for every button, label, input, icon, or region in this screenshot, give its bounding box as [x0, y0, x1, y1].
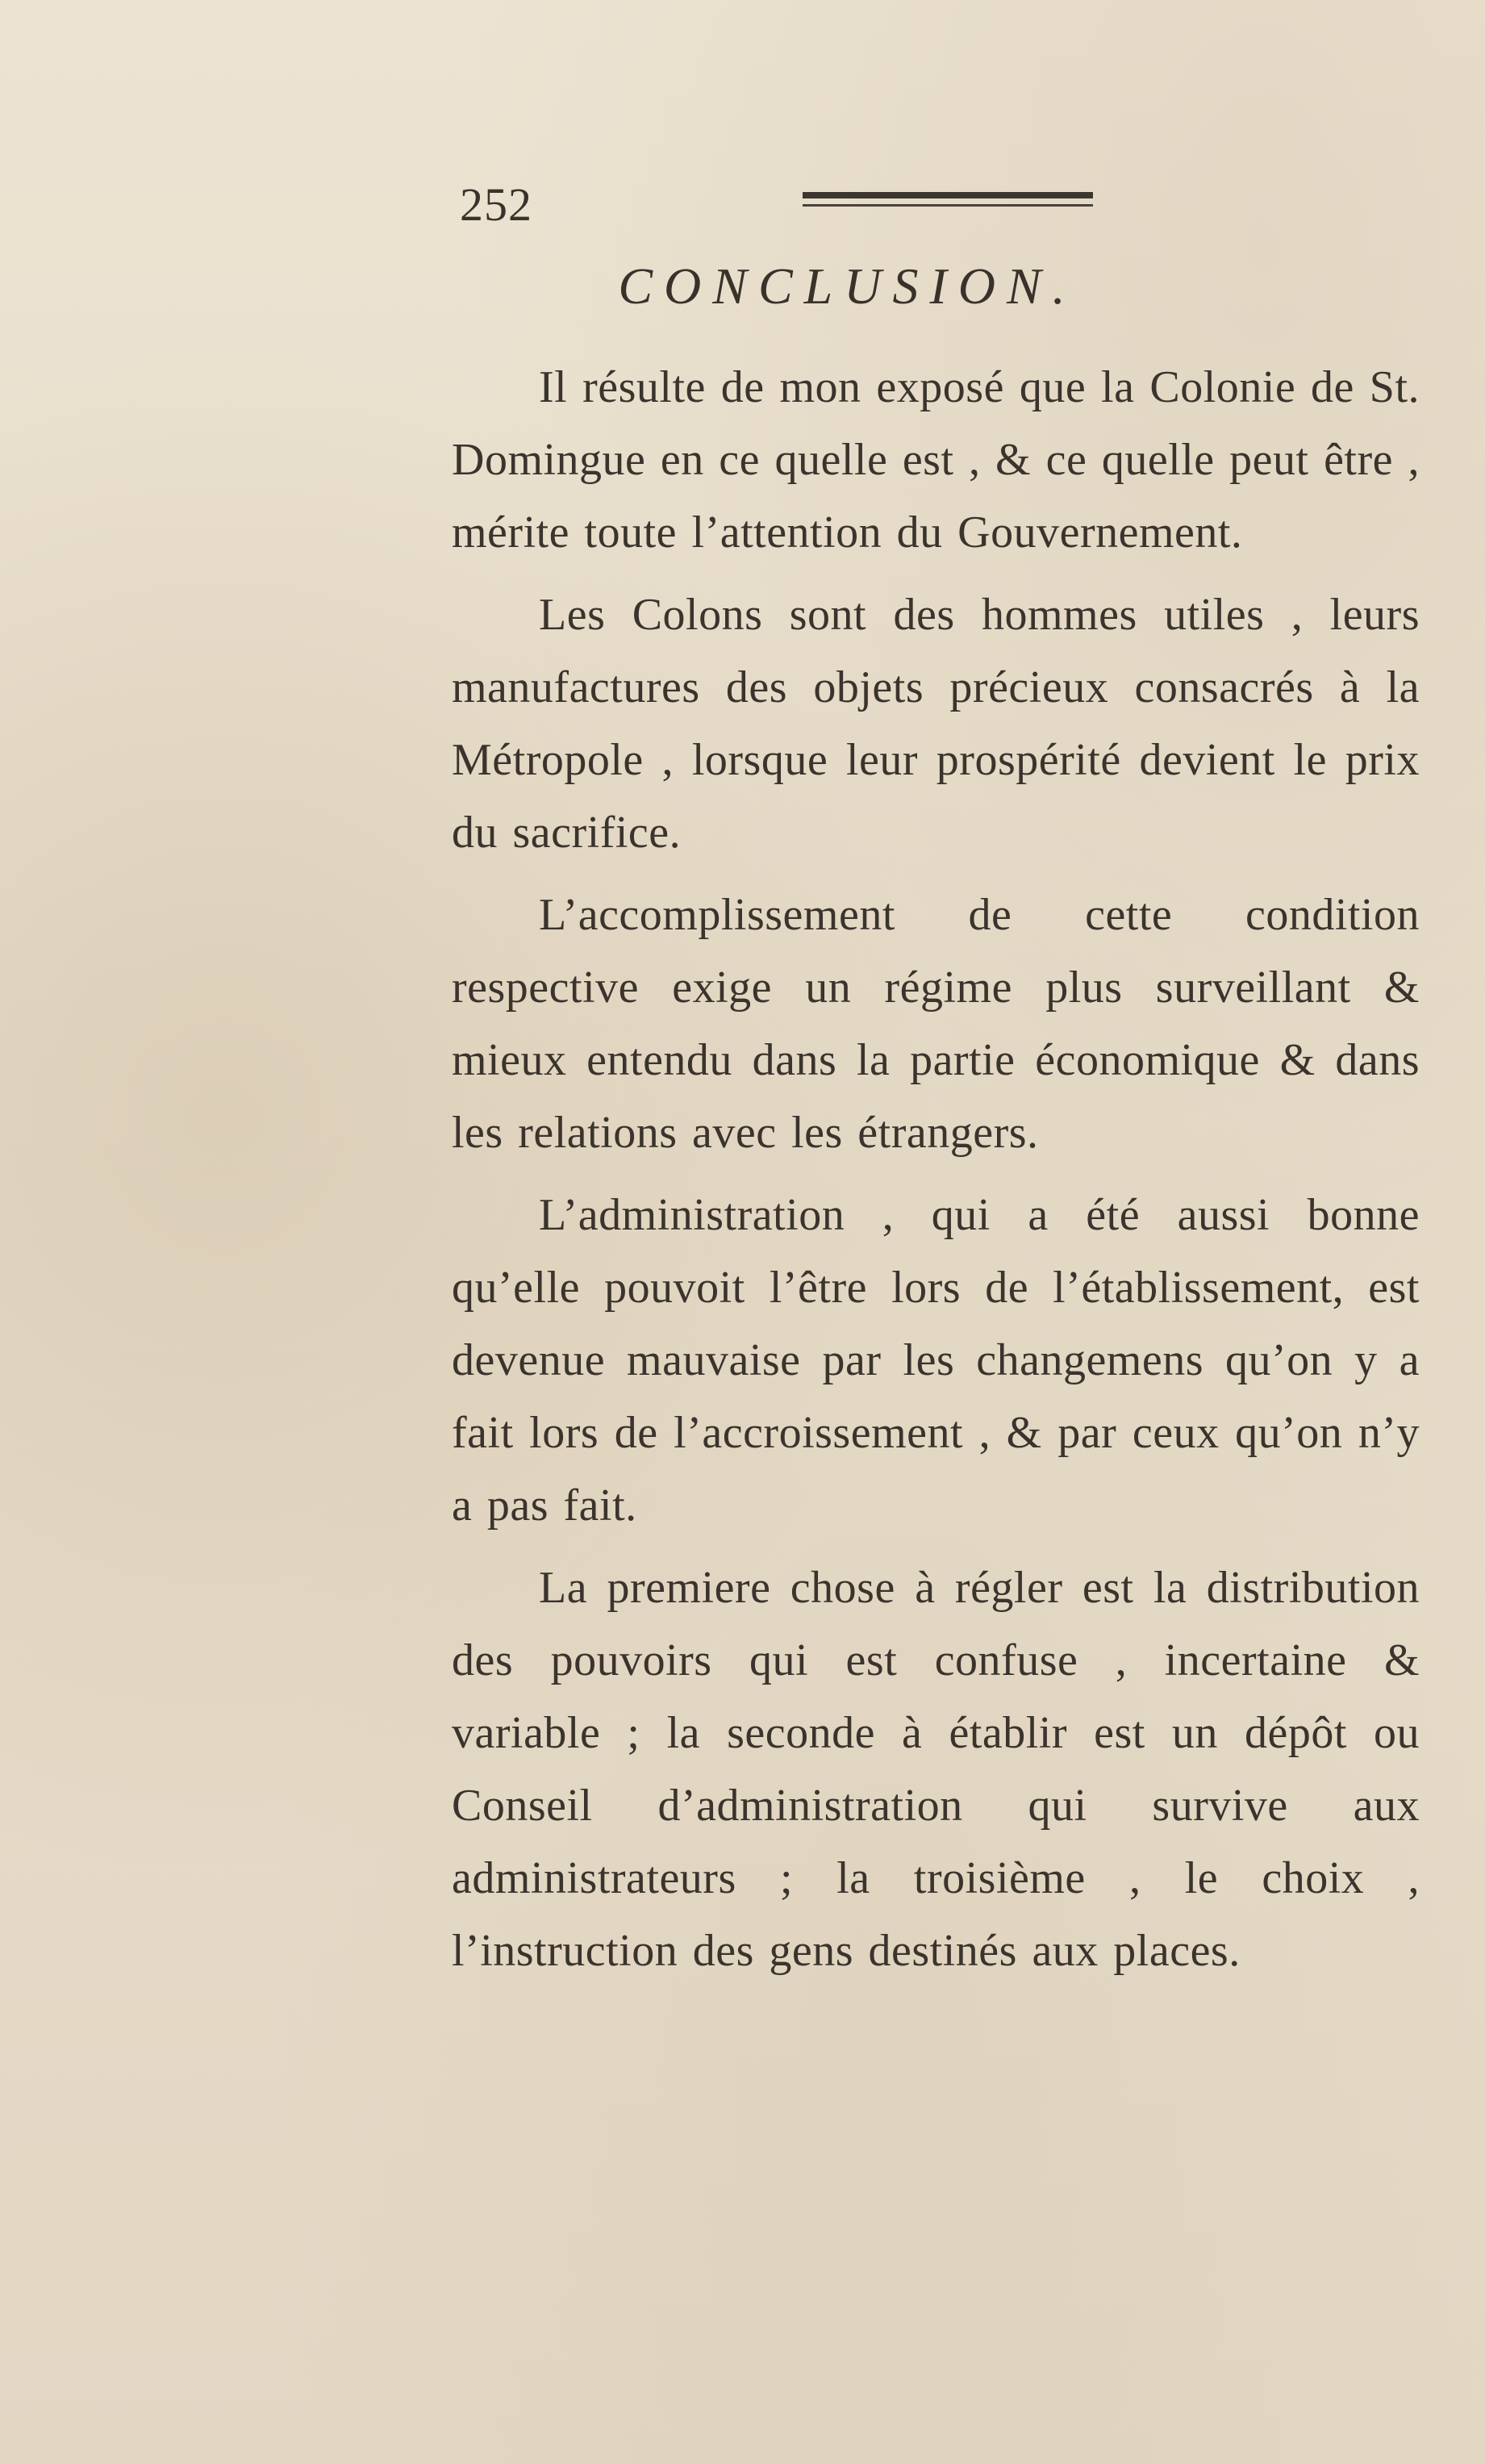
body-text: [452, 351, 1420, 1997]
header-rule: [803, 192, 1093, 210]
page-header: [460, 169, 1428, 234]
page-number: 252: [460, 178, 532, 231]
paragraph-2: Les Colons sont des hommes utiles , leurs manufactures des objets précieux consacrés à la Métropole , lorsque leur prospérité devient le prix du sacrifice.: [452, 590, 1420, 858]
header-rule-thin-line: [803, 204, 1093, 207]
paragraph-4: L’administration , qui a été aussi bonne qu’elle pouvoit l’être lors de l’établissement, est devenue mauvaise par les changemens qu’on y a fait lors de l’accroissement , & par ceux qu’on n’y a pas fait.: [452, 1190, 1420, 1531]
header-rule-thick-line: [803, 192, 1093, 198]
paragraph-3: L’accomplissement de cette condition respective exige un régime plus surveillant & mieux entendu dans la partie économique & dans les relations avec les étrangers.: [452, 890, 1420, 1158]
paragraph-1: Il résulte de mon exposé que la Colonie de St. Domingue en ce quelle est , & ce quelle peut être , mérite toute l’attention du Gouvernement.: [452, 362, 1420, 558]
section-title: CONCLUSION.: [618, 257, 1077, 315]
paragraph-5: La premiere chose à régler est la distribution des pouvoirs qui est confuse , incertaine & variable ; la seconde à établir est un dépôt ou Conseil d’administration qui survive aux administrateurs ; la troisième , le choix , l’instruction des gens destinés aux places.: [452, 1563, 1420, 1976]
